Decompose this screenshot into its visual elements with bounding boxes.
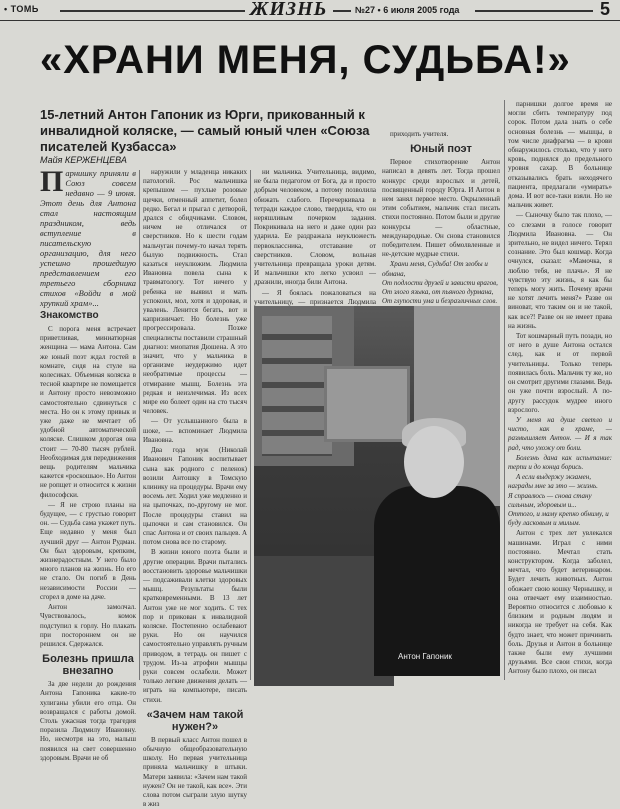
paragraph: — От услышанного была в шоке, — вспоминает Людмила Ивановна. xyxy=(143,417,247,444)
poem: А если выдержу экзамен, награды мне за это — жизнь. Я справлюсь — снова стану сильным, здоровым и... Оттого, и маму крепко обниму, и буду ласковым и милым. xyxy=(508,473,609,528)
paragraph: Антон с трех лет увлекался машинами. Играл с ними постоянно. Мечтал стать конструктором. Когда заболел, мечтал, что будет ветеринаром. Будет лечить животных. Антон обожает свою кошку Чернышку, и она отвечает ему взаимностью. Вероятно относится с любовью к близким и родным людям и никогда не требует на себя. Как будто знает, что может причинить боль. Друзья и Антон в больнице также были ему лучшими друзьями. Все свои стихи, когда Антону было плохо, он писал xyxy=(508,529,612,676)
intro-paragraph xyxy=(40,165,136,308)
paragraph: парнишки долгое время не могли сбить температуру под сорок. Потом дала знать о себе основная болезнь — мышцы, в том числе диафрагма — в крови обнаружилось столько, что у него кровь, поднялся до предельного уровня сахар. В больнице отказывались брать неходячего пациента, предлагали «умирать» дома. И вот все-таки взяли. Но не мальчик живет. xyxy=(508,100,612,210)
photo-desk xyxy=(254,556,394,686)
paragraph: Тот кошмарный путь позади, но от него в душе Антона остался след, как и от первой учительницы. Только теперь появилась боль. Мальчик ту же, но он смотрит другими глазами. Ведь он уже почти взрослый. А по-другу рассудок мудрее иного взрослого. xyxy=(508,332,612,414)
article-photo xyxy=(254,306,500,674)
article-headline: «ХРАНИ МЕНЯ, СУДЬБА!» xyxy=(40,38,571,82)
page-number: 5 xyxy=(600,0,611,19)
column-5 xyxy=(508,100,612,684)
subhead-young-poet: Юный поэт xyxy=(410,143,472,156)
poem: Болезнь дана как испытание: терпи и до конца борись. xyxy=(508,453,612,471)
masthead-rule-right xyxy=(475,10,593,12)
subhead-acquaintance: Знакомство xyxy=(40,310,99,321)
photo-caption: Антон Гапоник xyxy=(398,652,452,661)
section-title: ЖИЗНЬ xyxy=(250,0,328,20)
paragraph: приходить учителя. xyxy=(390,130,449,138)
quote: У меня на душе светло и чисто, как в храме, — размышляет Антон. — И я так рад, что ухожу от боли. xyxy=(508,415,612,452)
photo-person-head xyxy=(404,426,464,498)
photo-person-body xyxy=(374,486,500,676)
paragraph: Антон замолчал. Чувствовалось, комок подступил к горлу. Но плакать при постороннем он не решился. Сдержался. xyxy=(40,603,136,648)
paragraph: наружили у младенца никаких патологий. Рос мальчишка крепышом — пухлые розовые щечки, отменный аппетит, болел редко. Бегал и прыгал с детворой, дрался с обидчиками. Словом, ничем не отличался от сверстников. Но к шести годам мальчуган почему-то начал терять былую подвижность. Стал казаться неуклюжим. Людмила Ивановна повела сына к травматологу. Тот ничего у ребенка не выявил и мать успокоил, мол, хотя и здоровая, и увалень. Ленится бегать, вот и капризничает. Но болезнь уже прогрессировала. Позже специалисты поставили страшный диагноз: миопатия Дюшена. А это значит, что у мальчика в организме неудержимо идет необратимые процессы — отмирание мышц. Болезнь эта редкая и неизлечимая. Из всех мире ею болеет один на сто тысяч человек. xyxy=(143,168,247,416)
paragraph: Два года муж (Николай Иванович Гапоник воспитывает сына как родного с пеленок) возили Антошку в Томскую клинику на процедуры. Врачи ему восемь лет. Ходил уже медленно и на цыпочках, по-другому не мог. После процедуры ставил на цыпочки и сам становился. Он спас Антона и от своих пальцев. А потом снова все по старому. xyxy=(143,446,247,547)
paragraph: За две недели до рождения Антона Гапоника какие-то хулиганы убили его отца. Он возвращался с работы домой. Столь ужасная тогда трагедия поразила Людмилу Ивановну. Но, несмотря на это, малыш появился на свет совершенно здоровым. Врачи не об xyxy=(40,680,136,762)
masthead-rule-mid xyxy=(333,10,351,12)
masthead-rule-left xyxy=(60,10,245,12)
poem: Храни меня, Судьба! От злобы и обмана, От подлости друзей и зависти врагов, От злого языка, от пьяного дурмана, От глупости ума и безразличных слов. xyxy=(382,260,498,306)
photo-monitor xyxy=(324,366,410,442)
newspaper-name: • ТОМЬ xyxy=(4,4,39,14)
subhead-why-needed: «Зачем нам такой нужен?» xyxy=(146,708,244,733)
column-3 xyxy=(254,168,376,304)
paragraph: С порога меня встречает приветливая, миниатюрная женщина — мама Антона. Сам же юный поэт ждал гостей в комнате, сидя на стуле на колесиках. Объемная коляска в тесной квартире не помещается и Антону просто невозможно самостоятельно сдвинуться с места. Но он к этому привык и уже даже не мечтает об удобной автоматической коляске. Слишком дорогая она стоит — 70-80 тысяч рублей. Необходимая для передвижения вещь родителям мальчика кажется «роскошью». Но Антон не ропщет и относится к жизни философски. xyxy=(40,325,136,499)
issue-date: №27 • 6 июля 2005 года xyxy=(355,5,460,15)
column-divider xyxy=(139,170,140,680)
paragraph: — Сыночку было так плохо, — со слезами в голосе говорит Людмила Ивановна. — Он зрительно, не видел ничего. Терял сознание. Это был кошмар. Когда очнулся, сказал: «Мамочка, я люблю тебя, не плачь». Я не чувствую эту жизнь, я как бы теперь могу жить. Почему врачи не хотят лечить меня?» Разве он виноват, что таким он и не такой, как все?! Разве он не имеет права на жизнь. xyxy=(508,211,612,330)
paragraph: ни мальчика. Учительница, видимо, не была педагогом от Бога, да и просто добрым человеком, а потому позволила обижать слабого. Перечеркивала в тетради каждое слово, твердила, что он неряшливым почерком задания. Покрикивала на него и даже один раз ударила. Ее раздражала неуклюжесть первоклассника, отставание от сверстников. Словом, вольная учительница превращала уроки детям. И мальчишки кто легко усвоил — дразнили, иногда били Антона. xyxy=(254,168,376,287)
column-2 xyxy=(143,168,247,809)
article-lead: 15-летний Антон Гапоник из Юрги, прикованный к инвалидной коляске, — самый юный член «Союза писателей Кузбасса» xyxy=(40,107,370,154)
subhead-illness: Болезнь пришла внезапно xyxy=(42,653,134,678)
paragraph: — Я боялась пожаловаться на учительницу, — признается Людмила xyxy=(254,288,376,306)
paragraph: Первое стихотворение Антон написал в девять лет. Тогда прошел конкурс среди взрослых и детей, посвященный городу Юрга. И Антон в нем занял первое место. Окрыленный этим событием, мальчик стал писать стихи постоянно. Потом были и другие конкурсы — областные, международные. Он снова становился победителем. Пишет обмолвленные и не-детские мудрые стихи. xyxy=(382,158,500,259)
byline: Майя КЕРЖЕНЦЕВА xyxy=(40,155,127,165)
paragraph: — Я не строю планы на будущее, — с грустью говорит он. — Судьба сама укажет путь. Еще недавно у меня был лучший друг — Антон Рудман. Он был здоровым, крепким, жизнерадостным. У него было много планов на жизнь. Но его не стало. Он погиб в День независимости России — сгорел в доме на даче. xyxy=(40,500,136,601)
column-4 xyxy=(382,130,500,304)
column-1 xyxy=(40,165,136,762)
dropcap: П xyxy=(40,165,64,198)
column-divider xyxy=(250,170,251,680)
paragraph: В первый класс Антон пошел в обычную общеобразовательную школу. Но первая учительница приняла мальчишку в штыки. Матери заявила: «Зачем нам такой нужен? Он не такой, как все». Эти слова потом сыграли злую шутку в жиз xyxy=(143,735,247,809)
intro-text: арнишку приняли в Союз совсем недавно — 9 июня. Этот день для Антона стал настоящим праздником, ведь вступление в писательскую организацию, для него успешно прошедшую представлением его третьего сборника стихов «Войди в мой хрупкий храм»... xyxy=(40,168,136,308)
masthead xyxy=(0,0,620,21)
column-divider xyxy=(504,100,505,680)
paragraph: В жизни юного поэта были и другие операции. Врачи пытались восстановить здоровье мальчишки — подсаживали клетки здоровых мышц. Результаты были кратковременными. В 13 лет Антон уже не мог ходить. С тех пор и прикован к инвалидной коляске. Постепенно ослабевают руки. Но он научился самостоятельно управлять ручным приводом, в тетрадь он пишет с трудом. Из-за атрофии мышцы руки совсем ослабели. Может только легкие движения делать — играть на компьютере, писать стихи. xyxy=(143,548,247,704)
